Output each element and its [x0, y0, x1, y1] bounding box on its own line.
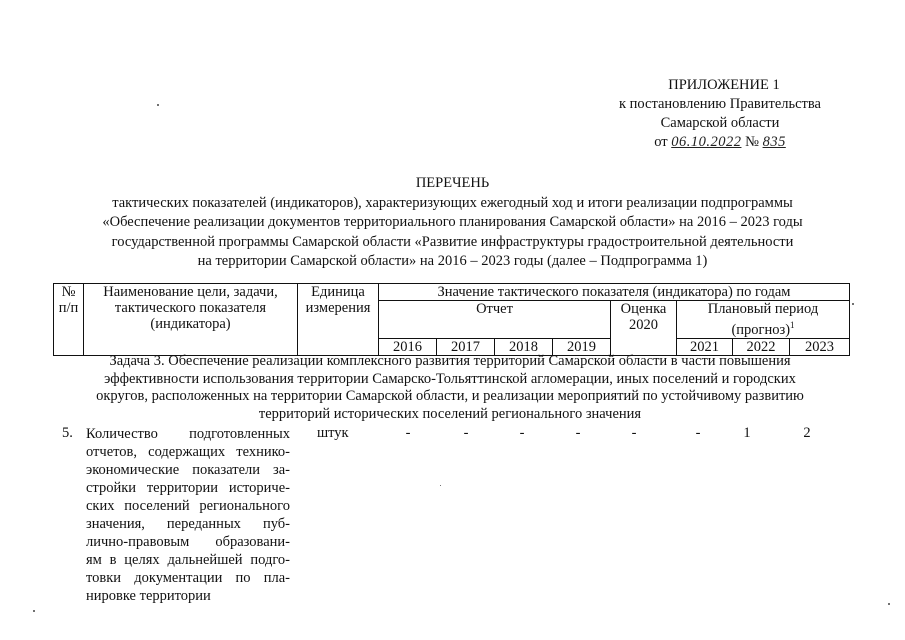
- year-2023: 2023: [790, 338, 850, 355]
- header-number-label: п/п: [58, 300, 79, 316]
- heading-line: «Обеспечение реализации документов территориального планирования Самарской области» на 2016 – 2023 годы: [102, 214, 803, 230]
- header-number-sign: №: [61, 284, 76, 300]
- header-estimate-label: Оценка: [620, 301, 667, 317]
- header-estimate-cell: [611, 301, 677, 356]
- value-2017: -: [463, 425, 469, 441]
- task-line: Задача 3. Обеспечение реализации комплексного развития территорий Самарской области в части повышения: [109, 353, 791, 369]
- row-number: 5.: [62, 425, 73, 441]
- description-line: Количество подготовленных: [86, 426, 290, 442]
- indicator-description: [86, 425, 290, 605]
- header-unit-line: Единица: [311, 284, 365, 300]
- scan-speck: [33, 610, 35, 612]
- year-2021: 2021: [677, 338, 733, 355]
- header-plan-label: Плановый период: [707, 301, 819, 317]
- year-2017: 2017: [437, 338, 495, 355]
- description-line: товки документации по пла-: [86, 570, 290, 586]
- header-plan-forecast: (прогноз)$^1$: [731, 320, 795, 338]
- header-report: Отчет: [379, 301, 611, 339]
- header-unit-line: измерения: [305, 300, 371, 316]
- header-name-line: Наименование цели, задачи,: [103, 284, 278, 300]
- indicator-table-header: [53, 283, 850, 356]
- header-number-cell: [54, 284, 84, 356]
- header-unit-cell: [298, 284, 379, 356]
- value-2019: -: [575, 425, 581, 441]
- value-2018: -: [519, 425, 525, 441]
- value-2022: 1: [743, 425, 751, 441]
- task-line: территорий исторических поселений регионального значения: [258, 405, 642, 422]
- scan-speck: [852, 303, 854, 305]
- value-2020: -: [631, 425, 637, 441]
- description-line: отчетов, содержащих технико-: [86, 444, 290, 460]
- scan-speck: [157, 104, 159, 106]
- header-name-line: тактического показателя: [114, 300, 267, 316]
- description-line: нировке территории: [86, 588, 211, 604]
- year-2018: 2018: [495, 338, 553, 355]
- scan-speck: [440, 485, 441, 486]
- scan-speck: [888, 603, 890, 605]
- number-prefix: №: [745, 134, 759, 150]
- description-line: стройки территории историче-: [86, 480, 290, 496]
- year-2022: 2022: [733, 338, 790, 355]
- value-2023: 2: [803, 425, 811, 441]
- heading-line: тактических показателей (индикаторов), характеризующих ежегодный ход и итоги реализации подпрограммы: [112, 194, 793, 211]
- handwritten-number: 835: [762, 134, 786, 150]
- footnote-marker: 1: [790, 320, 795, 330]
- heading-line: государственной программы Самарской области «Развитие инфраструктуры градостроительной деятельности: [111, 233, 794, 250]
- task-line: эффективности использования территории Самарско-Тольяттинской агломерации, иных поселений и городских: [104, 370, 796, 387]
- header-plan-cell: [677, 301, 850, 339]
- description-line: экономические показатели за-: [86, 462, 290, 478]
- description-line: значения, переданных пуб-: [86, 516, 290, 532]
- heading-title: ПЕРЕЧЕНЬ: [415, 175, 490, 191]
- heading-line: на территории Самарской области» на 2016 – 2023 годы (далее – Подпрограмма 1): [197, 253, 708, 269]
- description-line: ских поселений регионального: [86, 498, 290, 514]
- handwritten-date: 06.10.2022: [671, 134, 742, 150]
- value-2021: -: [695, 425, 701, 441]
- appendix-resolution: к постановлению Правительства: [619, 96, 821, 112]
- task-line: округов, расположенных на территории Самарской области, и реализации мероприятий по устойчивому развитию: [96, 388, 804, 404]
- header-name-line: (индикатора): [150, 316, 231, 332]
- header-estimate-year: 2020: [629, 317, 658, 333]
- year-2019: 2019: [553, 338, 611, 355]
- year-2016: 2016: [379, 338, 437, 355]
- date-prefix: от: [654, 134, 668, 150]
- header-name-cell: [84, 284, 298, 356]
- header-values-title: Значение тактического показателя (индикатора) по годам: [379, 284, 850, 301]
- appendix-date-line: [560, 133, 880, 152]
- value-2016: -: [405, 425, 411, 441]
- task-3-description: [60, 353, 840, 423]
- description-line: ям в целях дальнейшей подго-: [86, 552, 290, 568]
- indicator-unit: штук: [317, 425, 349, 441]
- document-heading: [40, 174, 865, 272]
- appendix-title: ПРИЛОЖЕНИЕ 1: [668, 77, 780, 93]
- appendix-block: [560, 76, 880, 152]
- appendix-region: Самарской области: [660, 115, 780, 131]
- description-line: лично-правовым образовани-: [86, 534, 290, 550]
